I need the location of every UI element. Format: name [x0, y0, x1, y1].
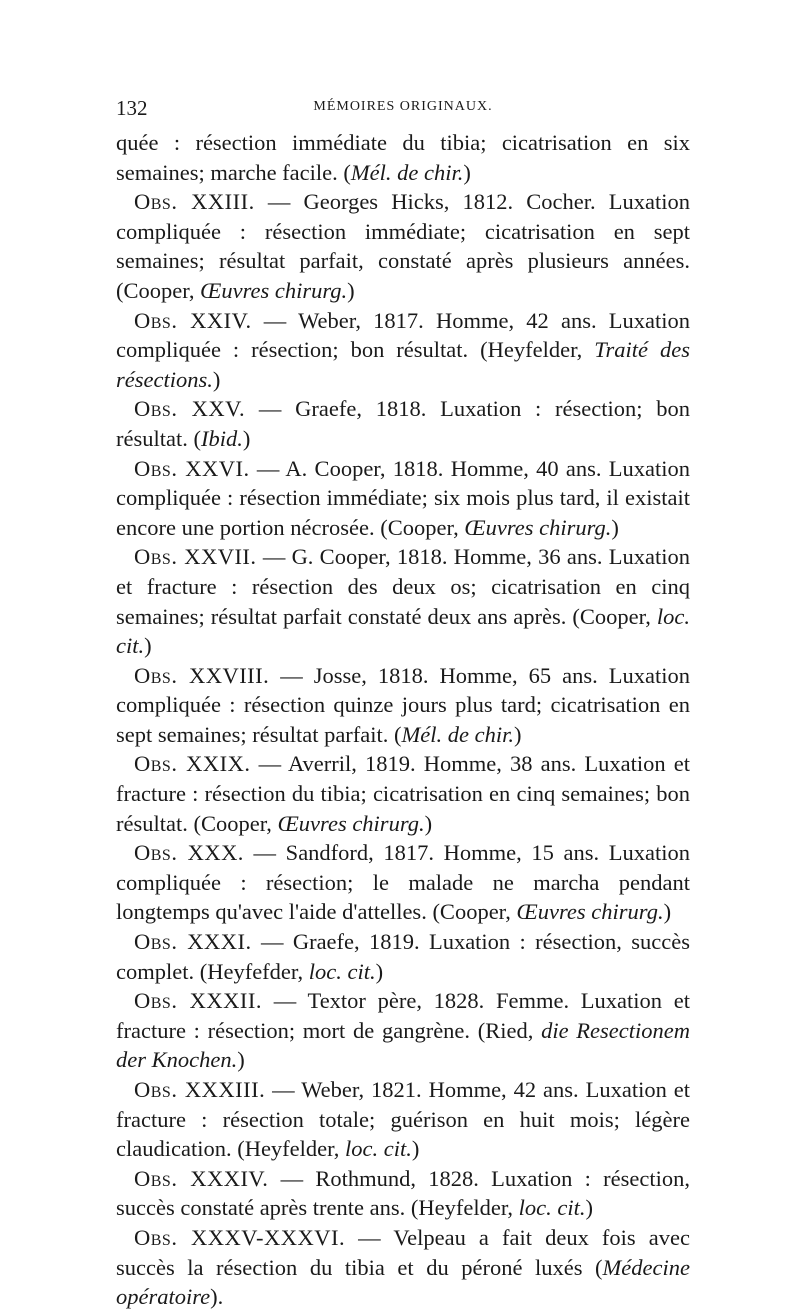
observation-text: — Textor père, 1828. Femme. Luxation et fracture : résection; mort de gangrène. (Ried,	[116, 988, 690, 1043]
observation-paragraph	[116, 1223, 690, 1312]
page-header	[116, 96, 690, 120]
observation-paragraph	[116, 187, 690, 305]
observation-text: — Averril, 1819. Homme, 38 ans. Luxation et fracture : résection du tibia; cicatrisation en cinq semaines; bon résultat. (Cooper,	[116, 751, 691, 836]
reference-close: )	[237, 1047, 245, 1073]
observation-text: — G. Cooper, 1818. Homme, 36 ans. Luxation et fracture : résection des deux os; cicatrisation en cinq semaines; résultat parfait constaté deux ans après. (Cooper,	[116, 544, 690, 629]
running-title: MÉMOIRES ORIGINAUX.	[313, 99, 493, 114]
observation-label: Obs. XXXII.	[134, 988, 263, 1014]
reference-close: )	[585, 1195, 594, 1221]
observation-label: Obs. XXVII.	[134, 544, 257, 570]
reference-title: Œuvres chirurg.	[464, 514, 612, 540]
observation-paragraph	[116, 986, 690, 1075]
observation-label: Obs. XXVIII.	[134, 662, 270, 688]
reference-close: )	[514, 721, 522, 747]
reference-title: loc. cit.	[308, 958, 376, 984]
observation-paragraph	[116, 394, 690, 453]
reference-title: loc. cit.	[116, 603, 690, 659]
reference-title: Œuvres chirurg.	[277, 810, 425, 836]
observation-text: — Graefe, 1818. Luxation : résection; bon résultat. (	[116, 396, 691, 451]
observation-paragraph	[116, 661, 690, 750]
reference-title: Œuvres chirurg.	[200, 277, 348, 303]
observation-text: — Sandford, 1817. Homme, 15 ans. Luxation compliquée : résection; le malade ne marcha pendant longtemps qu'avec l'aide d'attelles. (Cooper,	[116, 840, 690, 925]
reference-close: )	[463, 159, 471, 185]
reference-title: Ibid.	[200, 425, 243, 451]
page-number: 132	[116, 96, 148, 120]
observation-paragraph	[116, 542, 690, 660]
observation-text: quée : résection immédiate du tibia; cicatrisation en six semaines; marche facile. (	[116, 130, 690, 185]
observation-label: Obs. XXX.	[134, 840, 244, 866]
observation-paragraph	[116, 927, 690, 986]
reference-title: die Resectionem der Knochen.	[116, 1017, 690, 1073]
observation-paragraph	[116, 1164, 690, 1223]
observation-paragraph	[116, 838, 690, 927]
reference-title: Médecine opératoire	[116, 1254, 690, 1310]
observation-text: — Rothmund, 1828. Luxation : résection, succès constaté après trente ans. (Heyfelder,	[116, 1165, 690, 1221]
reference-close: )	[611, 514, 619, 540]
reference-close: )	[144, 633, 152, 659]
observation-label: Obs. XXXIV.	[134, 1165, 269, 1191]
observation-text: — Graefe, 1819. Luxation : résection, succès complet. (Heyfefder,	[116, 929, 690, 984]
observation-text: — Velpeau a fait deux fois avec succès la résection du tibia et du péroné luxés (	[116, 1224, 690, 1280]
reference-close: )	[347, 277, 355, 303]
observation-text: — Weber, 1821. Homme, 42 ans. Luxation et fracture : résection totale; guérison en huit mois; légère claudication. (Heyfelder,	[116, 1077, 691, 1162]
observation-label: Obs. XXIII.	[134, 189, 255, 215]
observation-label: Obs. XXIV.	[134, 307, 252, 333]
observation-paragraph	[116, 306, 690, 395]
reference-close: ).	[210, 1284, 224, 1310]
observation-label: Obs. XXXI.	[134, 929, 252, 955]
reference-title: loc. cit.	[345, 1136, 412, 1162]
reference-title: Mél. de chir.	[401, 721, 514, 747]
reference-close: )	[375, 958, 384, 984]
observation-paragraph	[116, 749, 690, 838]
observation-label: Obs. XXV.	[134, 396, 246, 422]
reference-close: )	[424, 810, 433, 836]
body-text	[116, 128, 690, 1312]
observation-text: — Georges Hicks, 1812. Cocher. Luxation compliquée : résection immédiate; cicatrisation en sept semaines; résultat parfait, constaté après plusieurs années. (Cooper,	[116, 189, 690, 303]
reference-close: )	[663, 899, 672, 925]
observation-paragraph	[116, 454, 690, 543]
reference-close: )	[212, 366, 221, 392]
observation-text: — Weber, 1817. Homme, 42 ans. Luxation compliquée : résection; bon résultat. (Heyfelder,	[116, 307, 690, 363]
observation-label: Obs. XXXV-XXXVI.	[134, 1224, 346, 1250]
reference-close: )	[411, 1136, 420, 1162]
observation-label: Obs. XXIX.	[134, 751, 251, 777]
observation-text: — A. Cooper, 1818. Homme, 40 ans. Luxation compliquée : résection immédiate; six mois plus tard, il existait encore une portion nécrosée. (Cooper,	[116, 455, 690, 540]
reference-title: loc. cit.	[518, 1195, 586, 1221]
observation-text: — Josse, 1818. Homme, 65 ans. Luxation compliquée : résection quinze jours plus tard; cicatrisation en sept semaines; résultat parfait. (	[116, 662, 691, 747]
observation-paragraph	[116, 1075, 690, 1164]
observation-label: Obs. XXXIII.	[134, 1077, 266, 1102]
observation-paragraph	[116, 128, 690, 187]
reference-title: Mél. de chir.	[350, 159, 464, 185]
observation-label: Obs. XXVI.	[134, 455, 250, 481]
reference-close: )	[242, 425, 251, 451]
reference-title: Œuvres chirurg.	[516, 899, 664, 925]
reference-title: Traité des résections.	[116, 337, 690, 392]
